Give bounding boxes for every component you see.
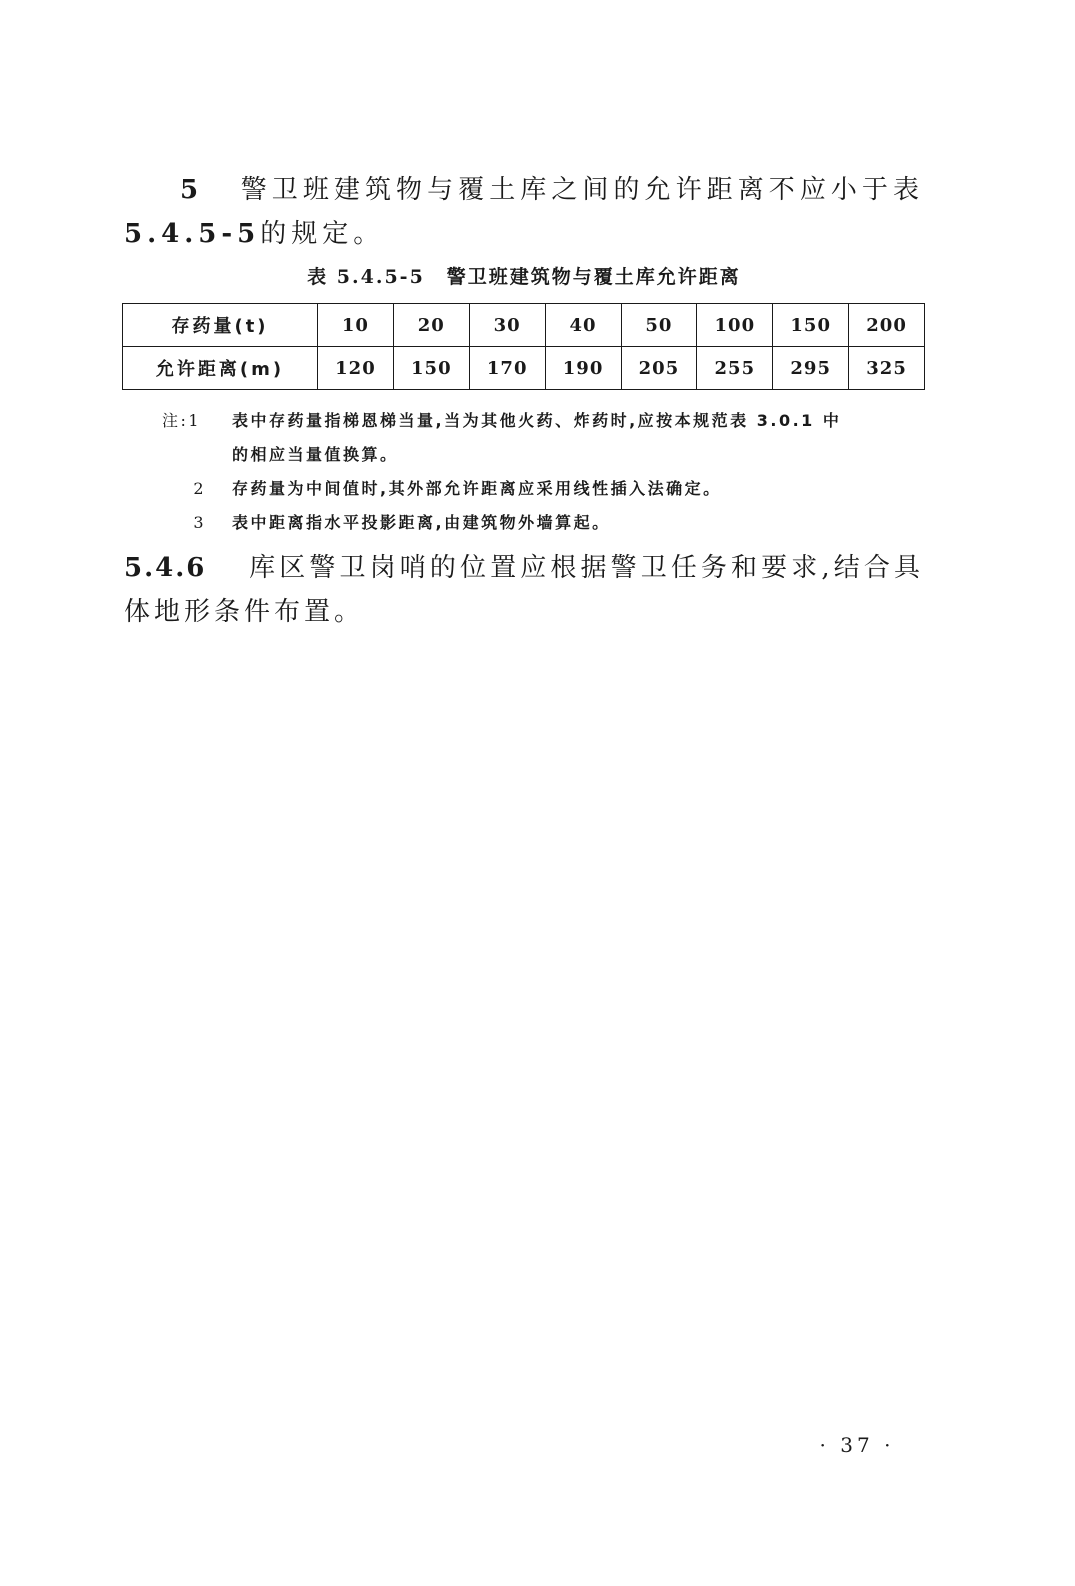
table-cell: 170 xyxy=(469,347,545,390)
table-notes xyxy=(162,404,925,540)
table-reference: 5.4.5-5 xyxy=(124,219,261,249)
note-3-text: 表中距离指水平投影距离,由建筑物外墙算起。 xyxy=(232,513,611,532)
table-cell: 20 xyxy=(393,304,469,347)
note-1-text: 表中存药量指梯恩梯当量,当为其他火药、炸药时,应按本规范表 3.0.1 中 xyxy=(232,411,842,430)
clause-text: 警卫班建筑物与覆土库之间的允许距离不应小于表 xyxy=(240,175,924,205)
table-cell: 100 xyxy=(697,304,773,347)
table-cell: 255 xyxy=(697,347,773,390)
table-cell: 150 xyxy=(773,304,849,347)
table-cell: 190 xyxy=(545,347,621,390)
table-cell: 40 xyxy=(545,304,621,347)
note-1 xyxy=(162,404,925,438)
table-caption-title: 警卫班建筑物与覆土库允许距离 xyxy=(446,266,741,288)
note-prefix: 注:1 xyxy=(162,411,202,430)
table-cell: 10 xyxy=(318,304,394,347)
distance-table xyxy=(122,303,925,390)
clause-5-4-6-paragraph xyxy=(124,546,924,634)
note-2-number: 2 xyxy=(193,479,206,498)
table-caption-number: 表 5.4.5-5 xyxy=(307,266,425,288)
page-number: · 37 · xyxy=(819,1433,895,1457)
clause-text: 库区警卫岗哨的位置应根据警卫任务和要求,结合具体地形条件布置。 xyxy=(124,553,925,627)
table-cell: 120 xyxy=(318,347,394,390)
note-3-number: 3 xyxy=(193,513,206,532)
note-1-text-continued: 的相应当量值换算。 xyxy=(232,445,399,464)
table-cell: 30 xyxy=(469,304,545,347)
clause-number: 5 xyxy=(180,175,201,205)
table-caption xyxy=(124,262,924,289)
row-header-storage: 存药量(t) xyxy=(123,304,318,347)
table-cell: 150 xyxy=(393,347,469,390)
note-3 xyxy=(162,506,925,540)
table-cell: 200 xyxy=(849,304,925,347)
clause-5-paragraph xyxy=(124,168,924,256)
note-2-text: 存药量为中间值时,其外部允许距离应采用线性插入法确定。 xyxy=(232,479,722,498)
table-cell: 50 xyxy=(621,304,697,347)
note-2 xyxy=(162,472,925,506)
row-header-distance: 允许距离(m) xyxy=(123,347,318,390)
table-cell: 205 xyxy=(621,347,697,390)
clause-tail: 的规定。 xyxy=(260,219,385,249)
table-row xyxy=(123,347,925,390)
note-1-continued xyxy=(162,438,925,472)
table-cell: 295 xyxy=(773,347,849,390)
table-cell: 325 xyxy=(849,347,925,390)
clause-number: 5.4.6 xyxy=(124,553,207,583)
table-row xyxy=(123,304,925,347)
